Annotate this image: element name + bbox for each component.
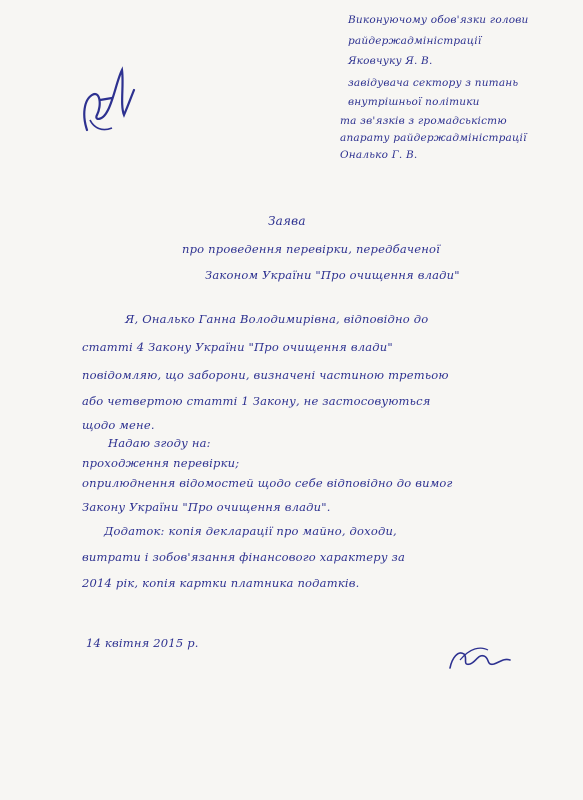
addressee-line: Ональко Г. В. bbox=[340, 149, 418, 161]
body-line: щодо мене. bbox=[82, 418, 155, 432]
attachment-line: витрати і зобов'язання фінансового характеру за bbox=[82, 550, 406, 564]
consent-line: Надаю згоду на: bbox=[108, 436, 211, 450]
document-title: Заява bbox=[268, 214, 306, 228]
consent-line: проходження перевірки; bbox=[82, 456, 240, 470]
author-signature bbox=[440, 640, 520, 680]
addressee-line: та зв'язків з громадськістю bbox=[340, 115, 507, 127]
body-line: або четвертою статті 1 Закону, не застосовуються bbox=[82, 394, 431, 408]
resolution-signature bbox=[72, 60, 142, 140]
addressee-line: Яковчуку Я. В. bbox=[348, 55, 433, 67]
consent-line: Закону України "Про очищення влади". bbox=[82, 500, 331, 514]
attachment-line: 2014 рік, копія картки платника податків. bbox=[82, 576, 360, 590]
attachment-line: Додаток: копія декларації про майно, доходи, bbox=[104, 524, 397, 538]
addressee-line: апарату райдержадміністрації bbox=[340, 132, 527, 144]
subtitle-line: про проведення перевірки, передбаченої bbox=[182, 242, 441, 256]
date: 14 квітня 2015 р. bbox=[86, 636, 199, 650]
body-line: статті 4 Закону України "Про очищення влади" bbox=[82, 340, 393, 354]
consent-line: оприлюднення відомостей щодо себе відповідно до вимог bbox=[82, 476, 453, 490]
body-line: повідомляю, що заборони, визначені частиною третьою bbox=[82, 368, 449, 382]
addressee-line: райдержадміністрації bbox=[348, 35, 482, 47]
addressee-line: Виконуючому обов'язки голови bbox=[348, 14, 529, 26]
body-line: Я, Ональко Ганна Володимирівна, відповідно до bbox=[125, 312, 429, 326]
subtitle-line: Законом України "Про очищення влади" bbox=[205, 268, 460, 282]
addressee-line: внутрішньої політики bbox=[348, 96, 480, 108]
addressee-line: завідувача сектору з питань bbox=[348, 77, 519, 89]
